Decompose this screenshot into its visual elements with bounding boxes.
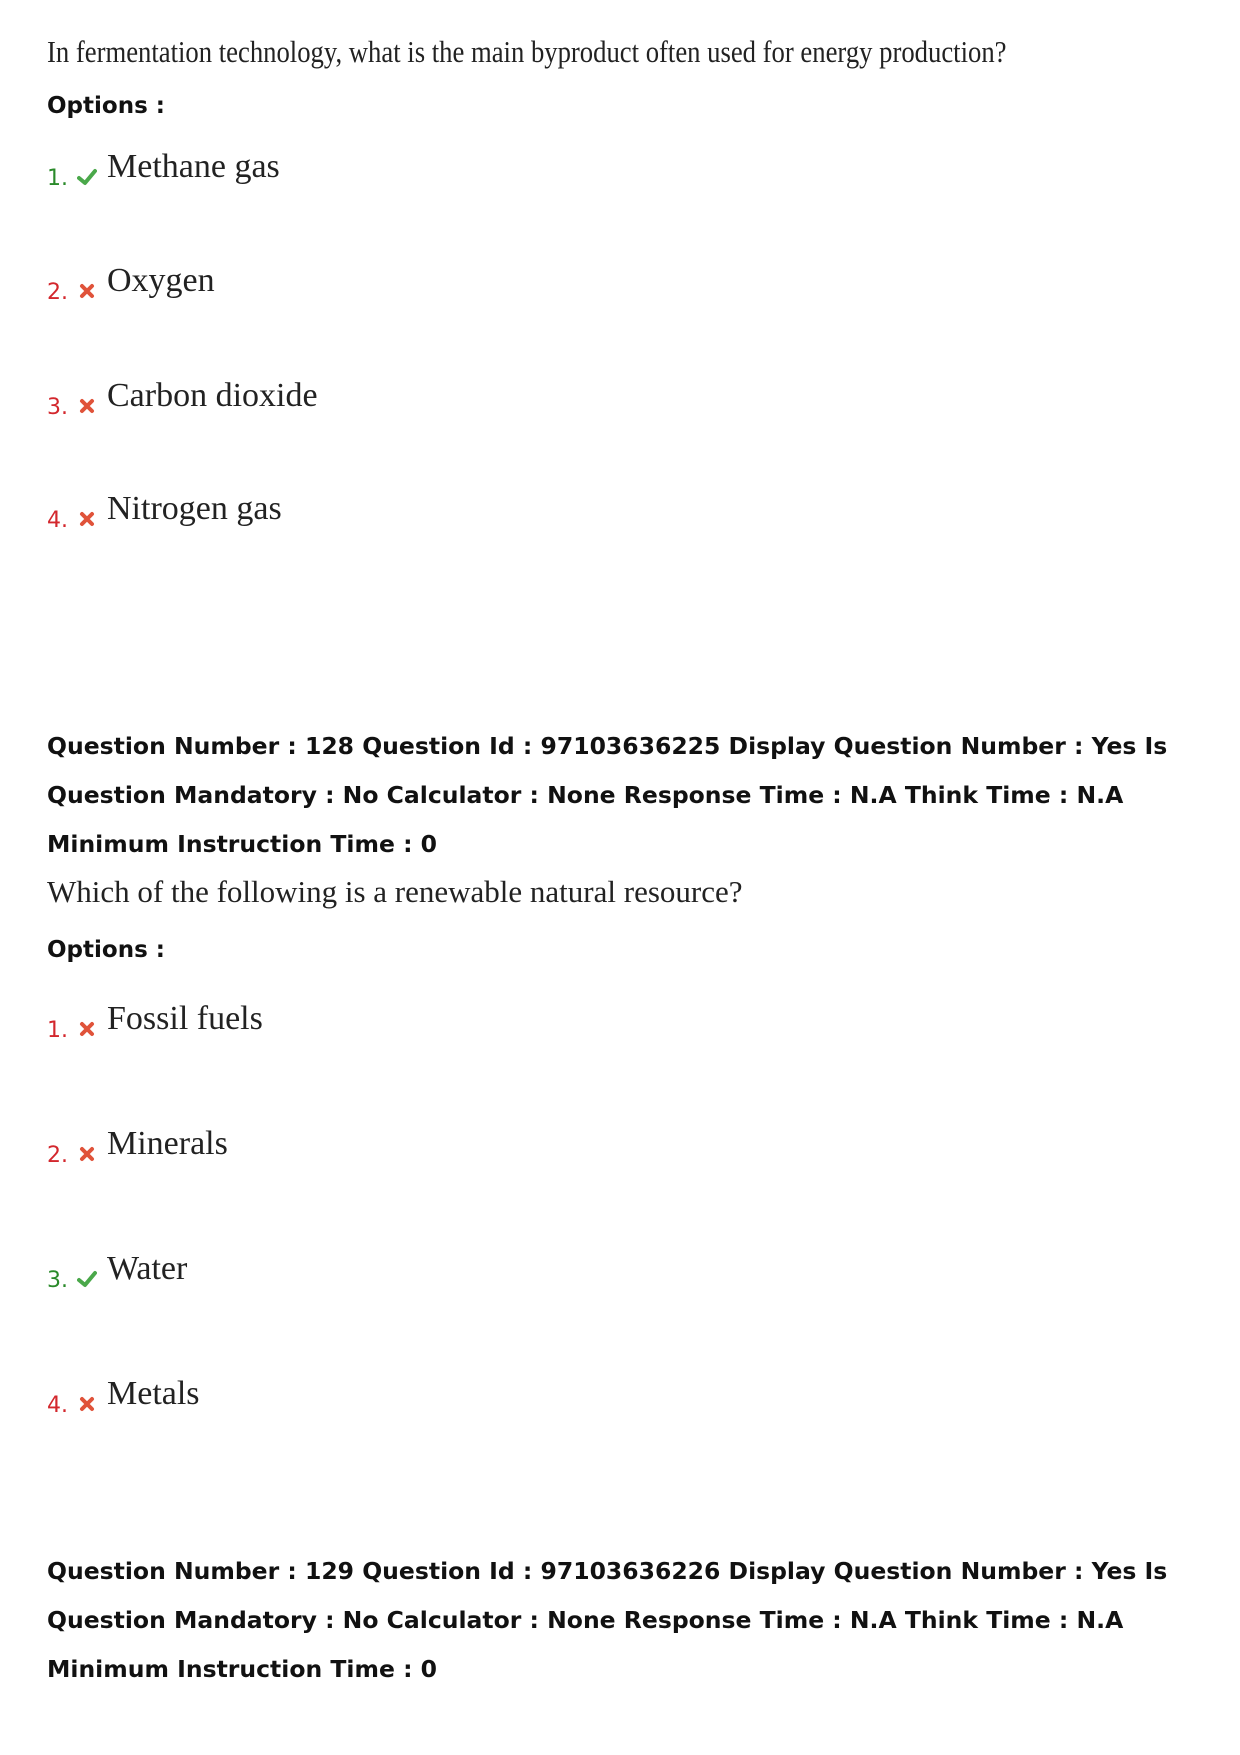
option-text: Oxygen — [107, 262, 215, 299]
option-number: 1. — [47, 1018, 68, 1043]
option-number: 4. — [47, 508, 68, 533]
option-text: Water — [107, 1250, 188, 1287]
options-label: Options : — [47, 93, 165, 119]
option-text: Carbon dioxide — [107, 377, 318, 414]
option-number: 3. — [47, 1268, 68, 1293]
cross-icon — [77, 1395, 97, 1413]
question-meta: Question Number : 129 Question Id : 97103636226 Display Question Number : Yes Is Question Mandatory : No Calculator : None Response Time : N.A Think Time : N.A Minimum Instruction Time : 0 — [47, 1557, 1168, 1683]
option-number: 2. — [47, 1143, 68, 1168]
option-text: Nitrogen gas — [107, 490, 282, 527]
option-text: Minerals — [107, 1125, 228, 1162]
cross-icon — [77, 1145, 97, 1163]
cross-icon — [77, 1020, 97, 1038]
options-label: Options : — [47, 937, 165, 963]
cross-icon — [77, 397, 97, 415]
option-text: Fossil fuels — [107, 1000, 263, 1037]
check-icon — [77, 1270, 97, 1288]
option-text: Methane gas — [107, 148, 280, 185]
option-number: 3. — [47, 395, 68, 420]
check-icon — [77, 168, 97, 186]
option-number: 1. — [47, 166, 68, 191]
question-meta: Question Number : 128 Question Id : 97103636225 Display Question Number : Yes Is Question Mandatory : No Calculator : None Response Time : N.A Think Time : N.A Minimum Instruction Time : 0 — [47, 732, 1168, 858]
cross-icon — [77, 282, 97, 300]
question-text: Which of the following is a renewable natural resource? — [47, 874, 743, 909]
question-text: In fermentation technology, what is the main byproduct often used for energy production? — [47, 34, 1007, 69]
cross-icon — [77, 510, 97, 528]
option-number: 4. — [47, 1393, 68, 1418]
option-text: Metals — [107, 1375, 200, 1412]
option-number: 2. — [47, 280, 68, 305]
